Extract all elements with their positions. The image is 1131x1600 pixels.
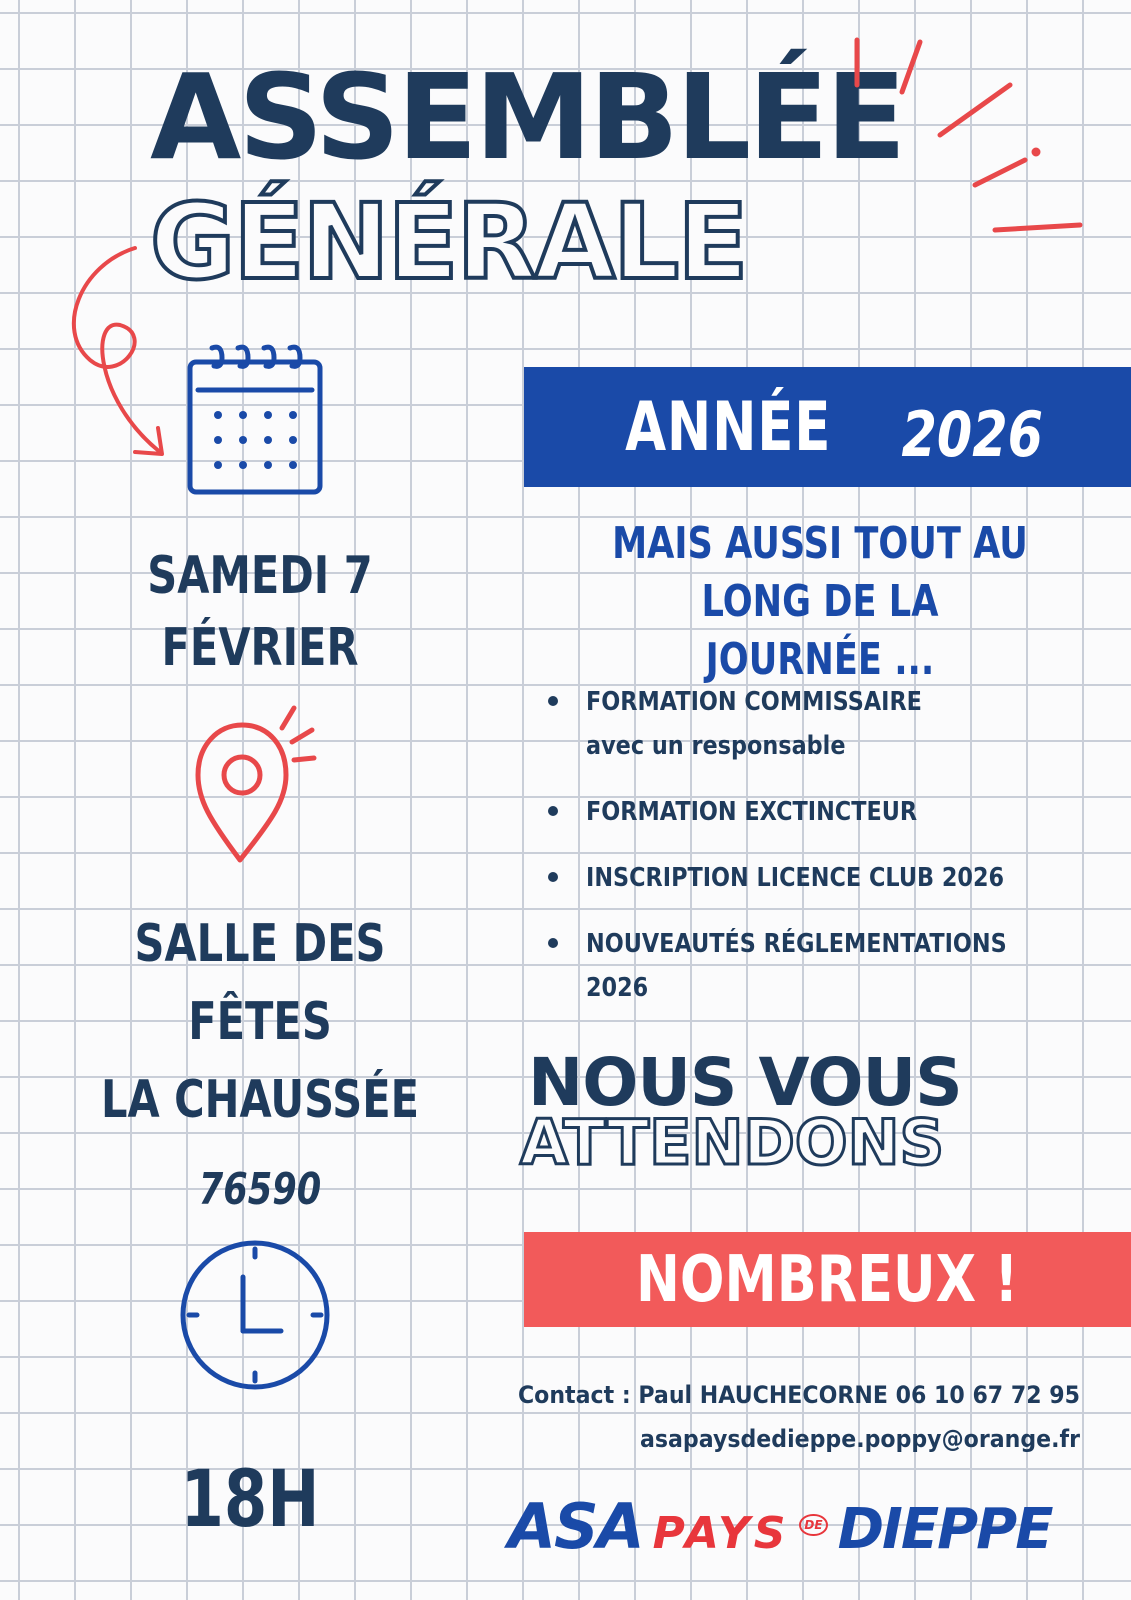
date-line-2: FÉVRIER [161,618,359,678]
logo-dieppe: DIEPPE [837,1497,1052,1562]
contact-block [440,1373,1080,1461]
calendar-icon [180,340,330,500]
year-banner-word: ANNÉE [625,387,832,467]
place-line-3: LA CHAUSSÉE [100,1070,420,1130]
activities-list [548,680,1068,1032]
activity-detail: 2026 [586,973,649,1003]
event-time: 18H [180,1455,320,1545]
subtitle-line-2: LONG DE LA JOURNÉE ... [701,576,939,685]
contact-line: Contact : Paul HAUCHECORNE 06 10 67 72 95 [517,1381,1080,1409]
place-line-2: FÊTES [188,992,332,1052]
title-line-1: ASSEMBLÉE [150,48,904,186]
activity-label: NOUVEAUTÉS RÉGLEMENTATIONS [586,929,1007,959]
bullet-icon [548,806,558,816]
subtitle-line-1: MAIS AUSSI TOUT AU [612,518,1028,569]
logo-de: DE [799,1514,827,1536]
location-pin-icon [190,700,320,870]
clock-icon [175,1235,335,1395]
logo-pays: PAYS [652,1508,790,1559]
event-zip: 76590 [198,1164,322,1215]
closing-line-1: NOUS VOUS [528,1044,962,1121]
closing-line-2: ATTENDONS [520,1106,945,1179]
bullet-icon [548,938,558,948]
nombreux-text: NOMBREUX ! [636,1242,1019,1317]
sparkle-lines-icon [830,30,1120,250]
place-line-1: SALLE DES [134,914,386,974]
list-item [548,856,1068,900]
activity-label: INSCRIPTION LICENCE CLUB 2026 [586,863,1005,893]
asa-logo [508,1490,1078,1563]
year-banner-year: 2026 [901,397,1044,471]
contact-email[interactable]: asapaysdedieppe.poppy@orange.fr [639,1425,1080,1453]
subtitle [612,515,1028,689]
list-item [548,680,1068,768]
curved-arrow-icon [50,240,190,470]
event-place [100,905,420,1139]
nombreux-banner [524,1232,1131,1327]
activity-label: FORMATION EXCTINCTEUR [586,797,918,827]
title-line-2: GÉNÉRALE [150,181,747,303]
list-item [548,790,1068,834]
logo-asa: ASA [508,1490,643,1563]
event-date [132,540,388,684]
bullet-icon [548,872,558,882]
bullet-icon [548,696,558,706]
list-item [548,922,1068,1010]
year-banner [524,367,1131,487]
date-line-1: SAMEDI 7 [147,546,373,606]
activity-label: FORMATION COMMISSAIRE [586,687,922,717]
activity-detail: avec un responsable [586,731,846,761]
